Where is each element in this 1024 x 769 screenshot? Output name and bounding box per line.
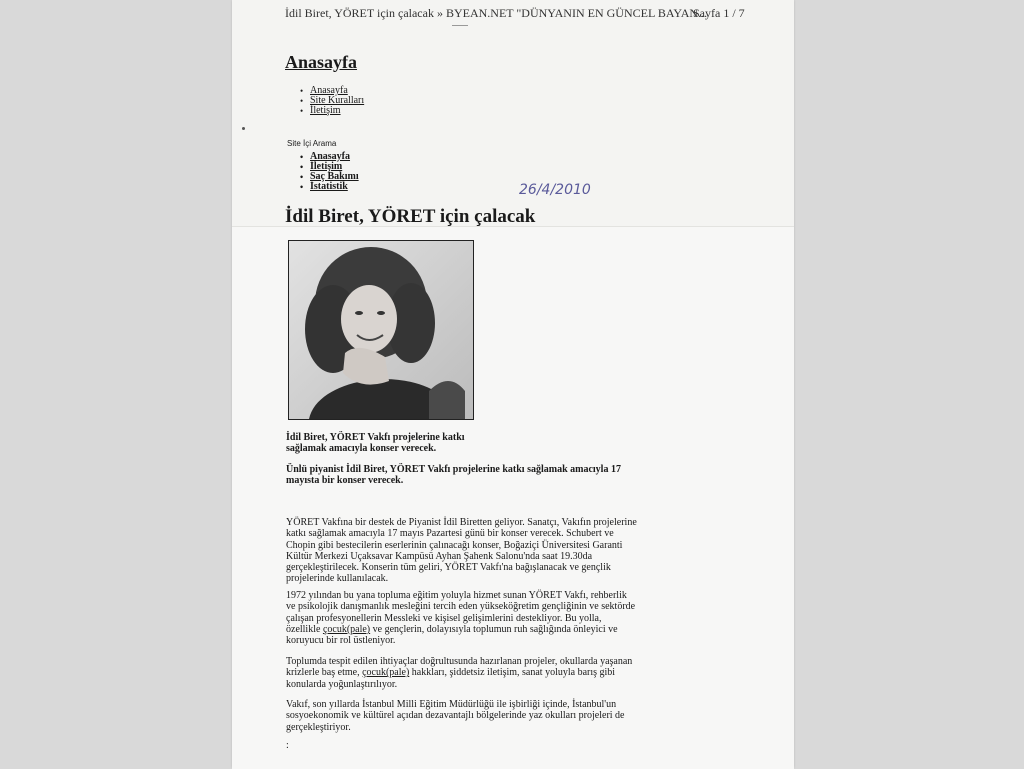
article-paragraph-2 [286, 590, 638, 646]
top-nav-item-anasayfa[interactable]: • Anasayfa [300, 86, 364, 96]
article-title: İdil Biret, YÖRET için çalacak [285, 206, 536, 227]
side-nav-item-sac-bakimi[interactable]: • Saç Bakımı [300, 172, 359, 182]
article-tail: : [286, 740, 289, 751]
print-header-page: Sayfa 1 / 7 [693, 6, 745, 20]
side-nav-item-anasayfa[interactable]: • Anasayfa [300, 152, 359, 162]
print-header [285, 6, 745, 21]
paragraph-3-text-b: hakkları, şiddetsiz iletişim, sanat yoluyla barış gibi konularda yoğunlaştırılıyor. [286, 667, 616, 690]
side-nav [300, 152, 359, 192]
article-lead-2: Ünlü piyanist İdil Biret, YÖRET Vakfı projelerine katkı sağlamak amacıyla 17 mayısta bir konser verecek. [286, 464, 621, 486]
portrait-photo [288, 240, 474, 420]
search-label: Site İçi Arama [287, 139, 337, 148]
cocuk-link[interactable]: çocuk(pale) [322, 623, 371, 635]
article-paragraph-4: Vakıf, son yıllarda İstanbul Milli Eğitim Müdürlüğü ile işbirliği içinde, İstanbul'un sosyoekonomik ve kültürel açıdan dezavantajlı bölgelerinde yaz okulları projeleri de gerçekleştiriyor. [286, 699, 625, 733]
article-paragraph-3 [286, 656, 638, 690]
side-nav-item-istatistik[interactable]: • İstatistik [300, 182, 359, 192]
paper-speck [242, 127, 245, 130]
portrait-image [289, 241, 473, 419]
article-paragraph-1: YÖRET Vakfına bir destek de Piyanist İdil Biretten geliyor. Sanatçı, Vakıfın projelerine katkı sağlamak amacıyla 17 mayıs Pazartesi günü bir konser verecek. Schubert ve Chopin gibi bestecilerin eserlerinin çalınacağı konser, Boğaziçi Üniversitesi Garanti Kültür Merkezi Uçaksavar Kampüsü Ayhan Şahenk Salonu'nda saat 19.30da gerçekleştirilecek. Konserin tüm geliri, YÖRET Vakfı'na bağışlanacak ve gençlik projelerinde kullanılacak. [286, 517, 637, 585]
top-nav [300, 86, 364, 116]
print-header-title: İdil Biret, YÖRET için çalacak » BYEAN.NET "DÜNYANIN EN GÜNCEL BAYAN... [285, 6, 708, 20]
home-title[interactable]: Anasayfa [285, 52, 358, 72]
article-lead-1: İdil Biret, YÖRET Vakfı projelerine katkı sağlamak amacıyla konser verecek. [286, 432, 465, 454]
side-nav-item-iletisim[interactable]: • İletişim [300, 162, 359, 172]
header-mark [452, 25, 468, 26]
cocuk-link[interactable]: çocuk(pale) [362, 667, 410, 679]
paragraph-3-text-a: Toplumda tespit edilen ihtiyaçlar doğrultusunda hazırlanan projeler, okullarda yaşanan krizlerle baş etme, [286, 656, 633, 679]
paragraph-2-text-a: 1972 yılından bu yana topluma eğitim yoluyla hizmet sunan YÖRET Vakfı, rehberlik ve psikolojik danışmanlık mesleğini tercih eden yükseköğretim gençliğinin ve sektörde çalışan profesyonellerin Messleki ve kişisel gelişimlerini destekliyor. Bu yolla, özellikle [286, 590, 636, 635]
paragraph-2-text-b: ve gençlerin, dolayısıyla toplumun ruh sağlığında önleyici ve koruyucu bir rol üstleniyor. [286, 623, 618, 647]
top-nav-item-iletisim[interactable]: • İletişim [300, 106, 364, 116]
handwritten-date: 26/4/2010 [519, 182, 591, 198]
top-nav-item-site-kurallari[interactable]: • Site Kuralları [300, 96, 364, 106]
